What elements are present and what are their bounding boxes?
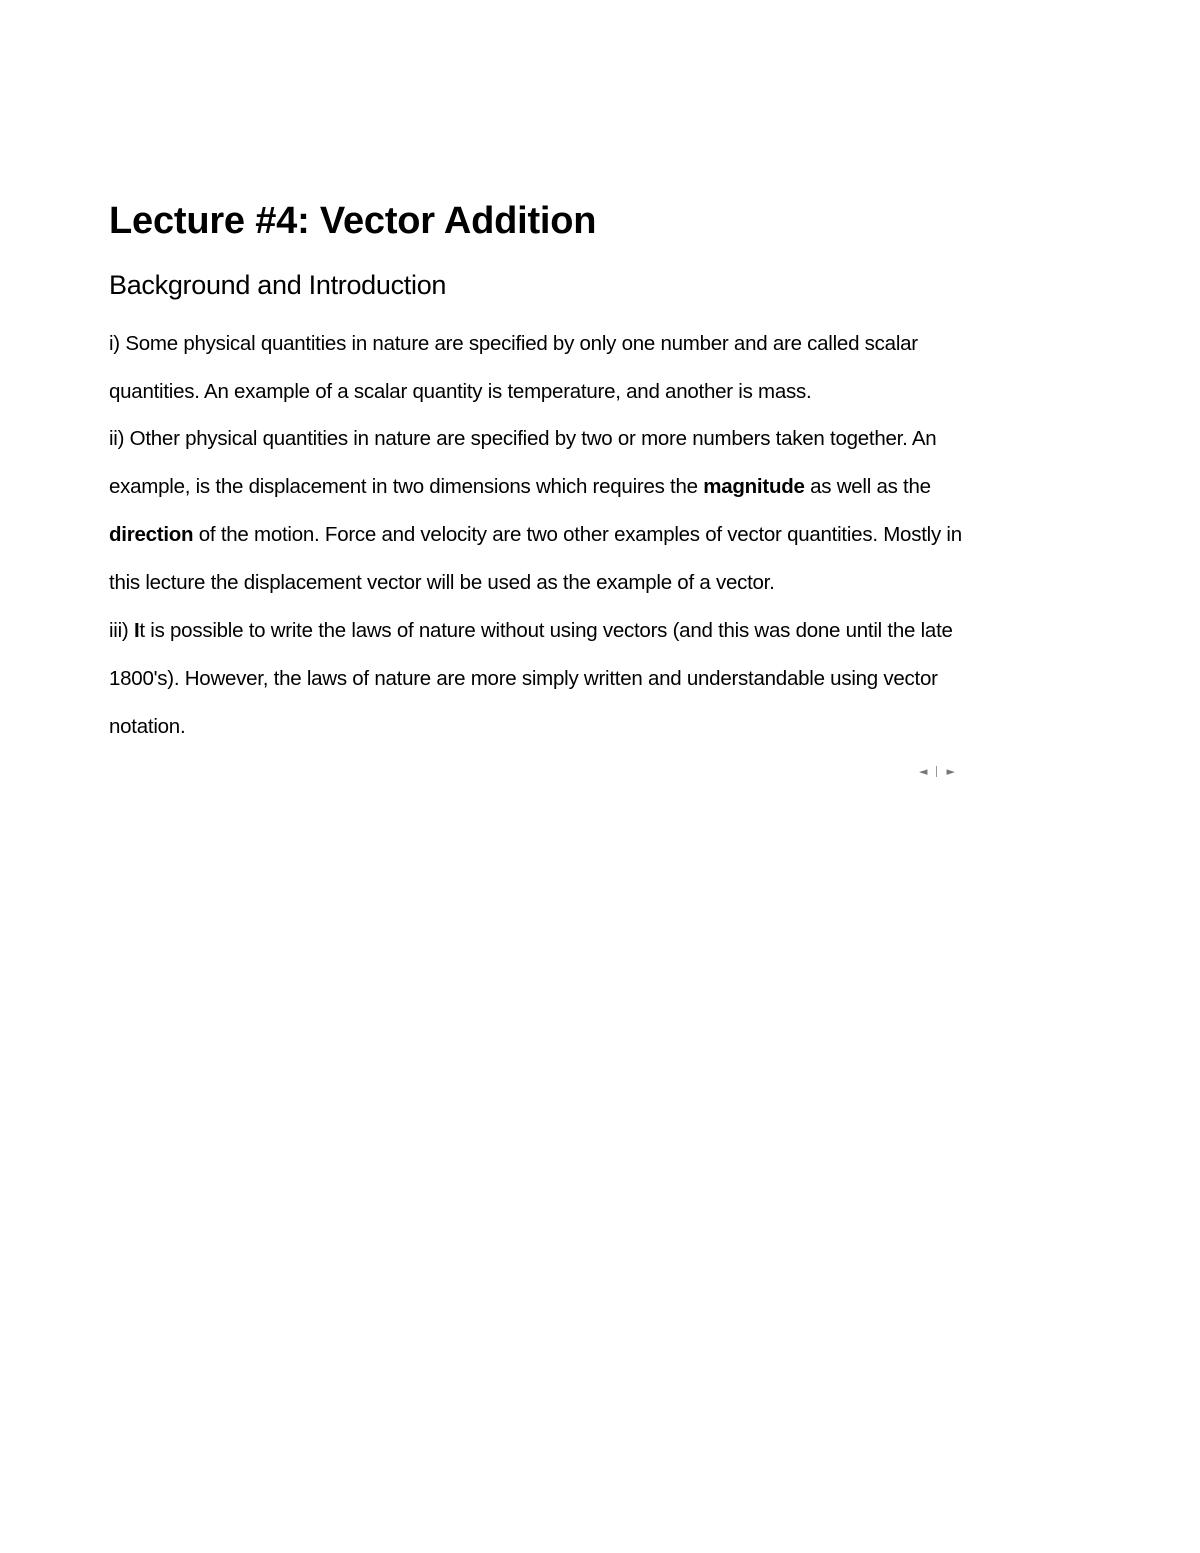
bold-term-magnitude: magnitude: [703, 475, 805, 498]
previous-page-icon[interactable]: ◄: [919, 765, 928, 778]
section-heading: Background and Introduction: [109, 270, 447, 300]
text-span: as well as the: [804, 475, 931, 498]
next-page-icon[interactable]: ►: [946, 765, 955, 778]
text-line: this lecture the displacement vector will be used as the example of a vector.: [109, 571, 775, 594]
text-line: notation.: [109, 715, 186, 738]
page-navigation: [919, 765, 955, 778]
text-span-bold: I: [133, 619, 140, 642]
bold-term-direction: direction: [109, 523, 194, 546]
text-line: [109, 477, 931, 498]
page-title: Lecture #4: Vector Addition: [109, 200, 597, 242]
text-line: i) Some physical quantities in nature are specified by only one number and are called scalar: [109, 332, 918, 355]
text-line: quantities. An example of a scalar quantity is temperature, and another is mass.: [109, 380, 812, 403]
text-line: 1800's). However, the laws of nature are more simply written and understandable using vector: [109, 667, 938, 690]
text-line: [109, 621, 953, 642]
text-span: iii): [109, 619, 134, 642]
text-span: example, is the displacement in two dimensions which requires the: [109, 475, 704, 498]
text-line: [109, 525, 962, 546]
text-span: t is possible to write the laws of nature without using vectors (and this was done until the late: [139, 619, 953, 642]
text-span: of the motion. Force and velocity are two other examples of vector quantities. Mostly in: [193, 523, 962, 546]
text-line: ii) Other physical quantities in nature are specified by two or more numbers taken together. An: [109, 427, 937, 450]
pager-divider: [936, 766, 937, 777]
